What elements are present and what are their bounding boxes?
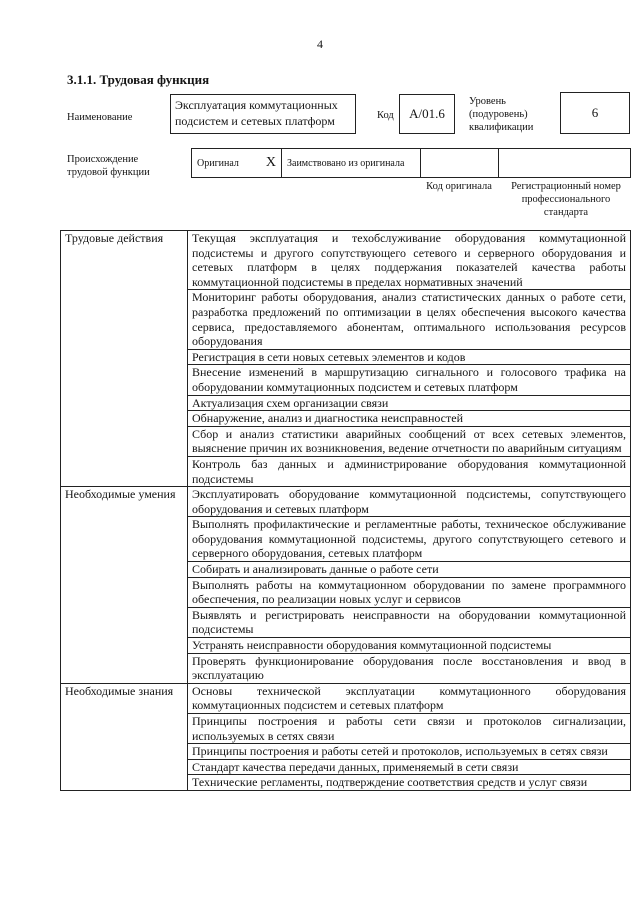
- origin-label: Происхождение трудовой функции: [67, 154, 150, 178]
- group-label-cell: [61, 775, 188, 791]
- item-text: Технические регламенты, подтверждение соответствия средств и услуг связи: [188, 775, 631, 791]
- item-text: Актуализация схем организации связи: [188, 395, 631, 411]
- item-text: Выявлять и регистрировать неисправности на оборудовании коммутационной подсистемы: [188, 607, 631, 637]
- table-row: [61, 653, 631, 683]
- group-label-cell: [61, 411, 188, 427]
- item-text: Стандарт качества передачи данных, применяемый в сети связи: [188, 759, 631, 775]
- reg-caption: Регистрационный номер профессионального стандарта: [511, 181, 621, 218]
- group-label: Необходимые знания: [61, 683, 188, 713]
- group-label-cell: [61, 759, 188, 775]
- table-row: [61, 290, 631, 349]
- original-cell: [191, 148, 281, 178]
- code-value: А/01.6: [399, 94, 455, 134]
- page-number: 4: [317, 37, 323, 51]
- group-label-cell: [61, 365, 188, 395]
- table-row: [61, 349, 631, 365]
- group-label: Необходимые умения: [61, 487, 188, 517]
- group-label-cell: [61, 653, 188, 683]
- table-row: [61, 231, 631, 290]
- table-row: [61, 744, 631, 760]
- table-row: [61, 759, 631, 775]
- table-row: [61, 577, 631, 607]
- table-row: [61, 517, 631, 562]
- table-row: [61, 683, 631, 713]
- borrowed-cell: [281, 148, 420, 178]
- function-name: Эксплуатация коммутационных подсистем и сетевых платформ: [170, 94, 356, 134]
- table-row: [61, 426, 631, 456]
- table-row: [61, 365, 631, 395]
- item-text: Эксплуатировать оборудование коммутационной подсистемы, сопутствующего оборудования и сетевых платформ: [188, 487, 631, 517]
- original-label: Оригинал: [197, 157, 239, 169]
- item-text: Устранять неисправности оборудования коммутационной подсистемы: [188, 638, 631, 654]
- item-text: Проверять функционирование оборудования после восстановления и ввод в эксплуатацию: [188, 653, 631, 683]
- group-label-cell: [61, 426, 188, 456]
- reg-number-cell: [498, 148, 631, 178]
- group-label-cell: [61, 349, 188, 365]
- item-text: Выполнять работы на коммутационном оборудовании по замене программного обеспечения, по реализации новых услуг и сервисов: [188, 577, 631, 607]
- item-text: Собирать и анализировать данные о работе сети: [188, 562, 631, 578]
- original-code-cell: [420, 148, 498, 178]
- table-row: [61, 775, 631, 791]
- table-row: [61, 562, 631, 578]
- item-text: Внесение изменений в маршрутизацию сигнального и голосового трафика на оборудовании коммутационных подсистем и сетевых платформ: [188, 365, 631, 395]
- item-text: Выполнять профилактические и регламентные работы, техническое обслуживание оборудования коммутационной подсистемы, другого сопутствующего сетевого и серверного оборудования, сетевых платформ: [188, 517, 631, 562]
- group-label-cell: [61, 638, 188, 654]
- table-row: [61, 456, 631, 486]
- group-label-cell: [61, 517, 188, 562]
- group-label-cell: [61, 290, 188, 349]
- group-label-cell: [61, 744, 188, 760]
- item-text: Основы технической эксплуатации коммутационного оборудования коммутационных подсистем и сетевых платформ: [188, 683, 631, 713]
- code-label: Код: [377, 110, 394, 121]
- group-label-cell: [61, 456, 188, 486]
- function-table: [60, 230, 631, 791]
- item-text: Мониторинг работы оборудования, анализ статистических данных о работе сети, разработка предложений по оптимизации в целях обеспечения высокого качества сервиса, предоставляемого абонентам, оптимального использования ресурсов оборудования: [188, 290, 631, 349]
- borrowed-label: Заимствовано из оригинала: [287, 157, 405, 169]
- item-text: Принципы построения и работы сетей и протоколов, используемых в сетях связи: [188, 744, 631, 760]
- origin-row: [191, 148, 631, 178]
- item-text: Принципы построения и работы сети связи и протоколов сигнализации, используемых в сетях связи: [188, 714, 631, 744]
- item-text: Текущая эксплуатация и техобслуживание оборудования коммутационной подсистемы и другого сопутствующего сетевого и серверного оборудования и сетевых платформ в целях поддержания показателей качества работы коммутационной подсистемы в пределах нормативных значений: [188, 231, 631, 290]
- table-row: [61, 395, 631, 411]
- item-text: Обнаружение, анализ и диагностика неисправностей: [188, 411, 631, 427]
- group-label-cell: [61, 714, 188, 744]
- original-mark: X: [265, 155, 276, 170]
- level-value: 6: [560, 92, 630, 134]
- group-label-cell: [61, 577, 188, 607]
- table-row: [61, 638, 631, 654]
- table-row: [61, 487, 631, 517]
- code-caption: Код оригинала: [426, 181, 492, 192]
- group-label-cell: [61, 607, 188, 637]
- section-title: 3.1.1. Трудовая функция: [67, 72, 210, 87]
- item-text: Контроль баз данных и администрирование оборудования коммутационной подсистемы: [188, 456, 631, 486]
- item-text: Сбор и анализ статистики аварийных сообщений от всех сетевых элементов, выяснение причин их возникновения, ведение отчетности по аварийным ситуациям: [188, 426, 631, 456]
- table-row: [61, 411, 631, 427]
- name-label: Наименование: [67, 112, 133, 123]
- group-label: Трудовые действия: [61, 231, 188, 290]
- item-text: Регистрация в сети новых сетевых элементов и кодов: [188, 349, 631, 365]
- group-label-cell: [61, 562, 188, 578]
- group-label-cell: [61, 395, 188, 411]
- level-label: Уровень (подуровень) квалификации: [469, 96, 534, 133]
- table-row: [61, 607, 631, 637]
- table-row: [61, 714, 631, 744]
